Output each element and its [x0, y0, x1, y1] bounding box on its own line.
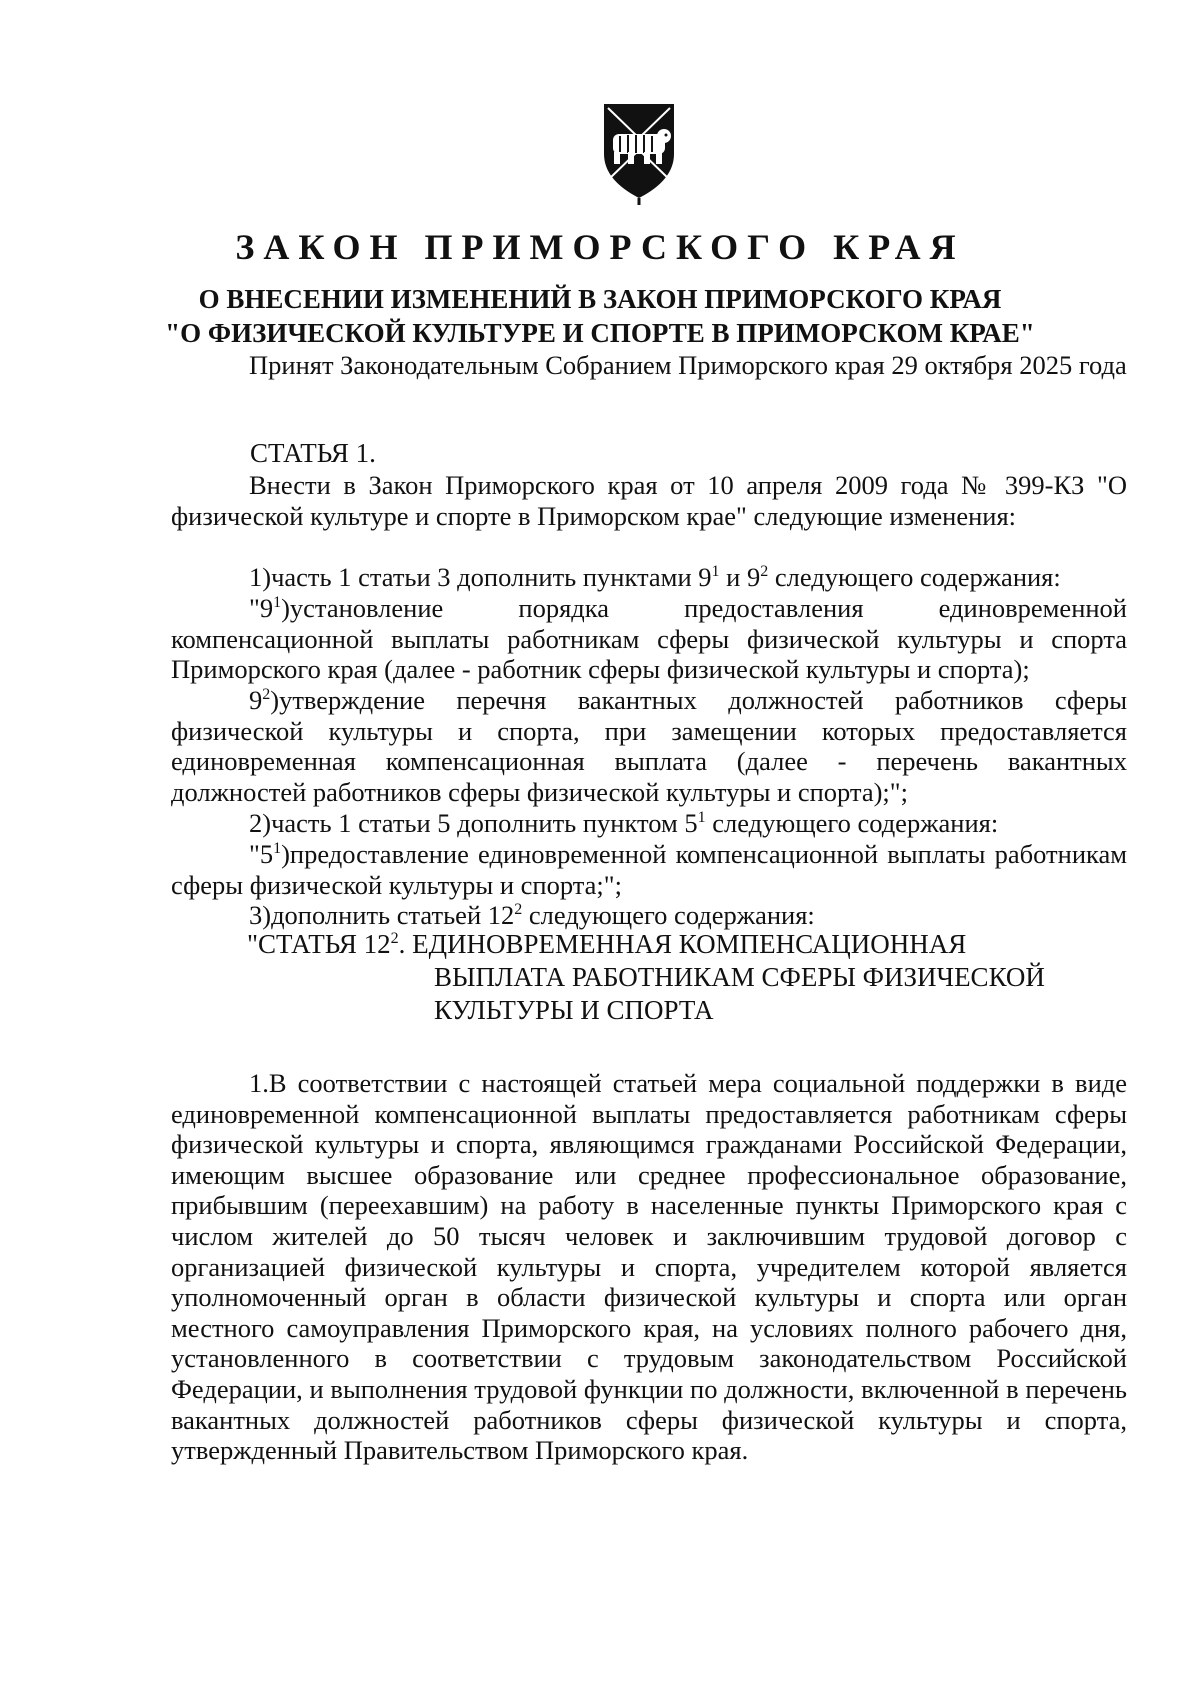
- law-title: ЗАКОН ПРИМОРСКОГО КРАЯ: [235, 227, 965, 267]
- law-subtitle: [0, 282, 1200, 350]
- heading-line-2: ВЫПЛАТА РАБОТНИКАМ СФЕРЫ ФИЗИЧЕСКОЙ: [434, 962, 1045, 992]
- subtitle-line: "О ФИЗИЧЕСКОЙ КУЛЬТУРЕ И СПОРТЕ В ПРИМОРСКОМ КРАЕ": [165, 318, 1035, 348]
- point-9-2: $9^2)утверждение$ перечня вакантных должностей работников сферы физической культуры и спорта, при замещении которых предоставляется единовременная компенсационная выплата (далее - перечень вакантных должностей работников сферы физической культуры и спорта);";: [171, 685, 1127, 807]
- adoption-note: Принят Законодательным Собранием Приморского края 29 октября 2025 года: [249, 350, 1127, 380]
- heading-line-3: КУЛЬТУРЫ И СПОРТА: [434, 995, 714, 1025]
- amendment-item-1: 1)часть 1 статьи 3 дополнить пунктами $9^1$ и $9^2$ следующего содержания:: [249, 562, 1061, 592]
- point-5-1: "$5^1)предоставление$ единовременной компенсационной выплаты работникам сферы физической культуры и спорта;";: [171, 839, 1127, 900]
- article-12-2-heading: [247, 928, 1127, 1027]
- heading-line-1: "СТАТЬЯ $12^2$. ЕДИНОВРЕМЕННАЯ КОМПЕНСАЦИОННАЯ: [247, 929, 967, 959]
- article-intro: Внести в Закон Приморского края от 10 апреля 2009 года № 399-КЗ "О физической культуре и спорте в Приморском крае" следующие изменения:: [171, 470, 1127, 531]
- amendment-item-3: 3)дополнить статьей $12^2$ следующего содержания:: [249, 900, 815, 930]
- article-heading: СТАТЬЯ 1.: [250, 438, 376, 468]
- article-12-2-paragraph-1: 1.В соответствии с настоящей статьей мера социальной поддержки в виде единовременной компенсационной выплаты предоставляется работникам сферы физической культуры и спорта, являющимся гражданами Российской Федерации, имеющим высшее образование или среднее профессиональное образование, прибывшим (переехавшим) на работу в населенные пункты Приморского края с числом жителей до 50 тысяч человек и заключившим трудовой договор с организацией физической культуры и спорта, учредителем которой является уполномоченный орган в области физической культуры и спорта или орган местного самоуправления Приморского края, на условиях полного рабочего дня, установленного в соответствии с трудовым законодательством Российской Федерации, и выполнения трудовой функции по должности, включенной в перечень вакантных должностей работников сферы физической культуры и спорта, утвержденный Правительством Приморского края.: [171, 1068, 1127, 1466]
- amendment-item-2: 2)часть 1 статьи 5 дополнить пунктом $5^1$ следующего содержания:: [249, 808, 999, 838]
- subtitle-line: О ВНЕСЕНИИ ИЗМЕНЕНИЙ В ЗАКОН ПРИМОРСКОГО КРАЯ: [198, 284, 1002, 314]
- primorsky-krai-coat-of-arms-icon: [598, 98, 680, 206]
- point-9-1: "$9^1)установление$ порядка предоставления единовременной компенсационной выплаты работникам сферы физической культуры и спорта Приморского края (далее - работник сферы физической культуры и спорта);: [171, 593, 1127, 685]
